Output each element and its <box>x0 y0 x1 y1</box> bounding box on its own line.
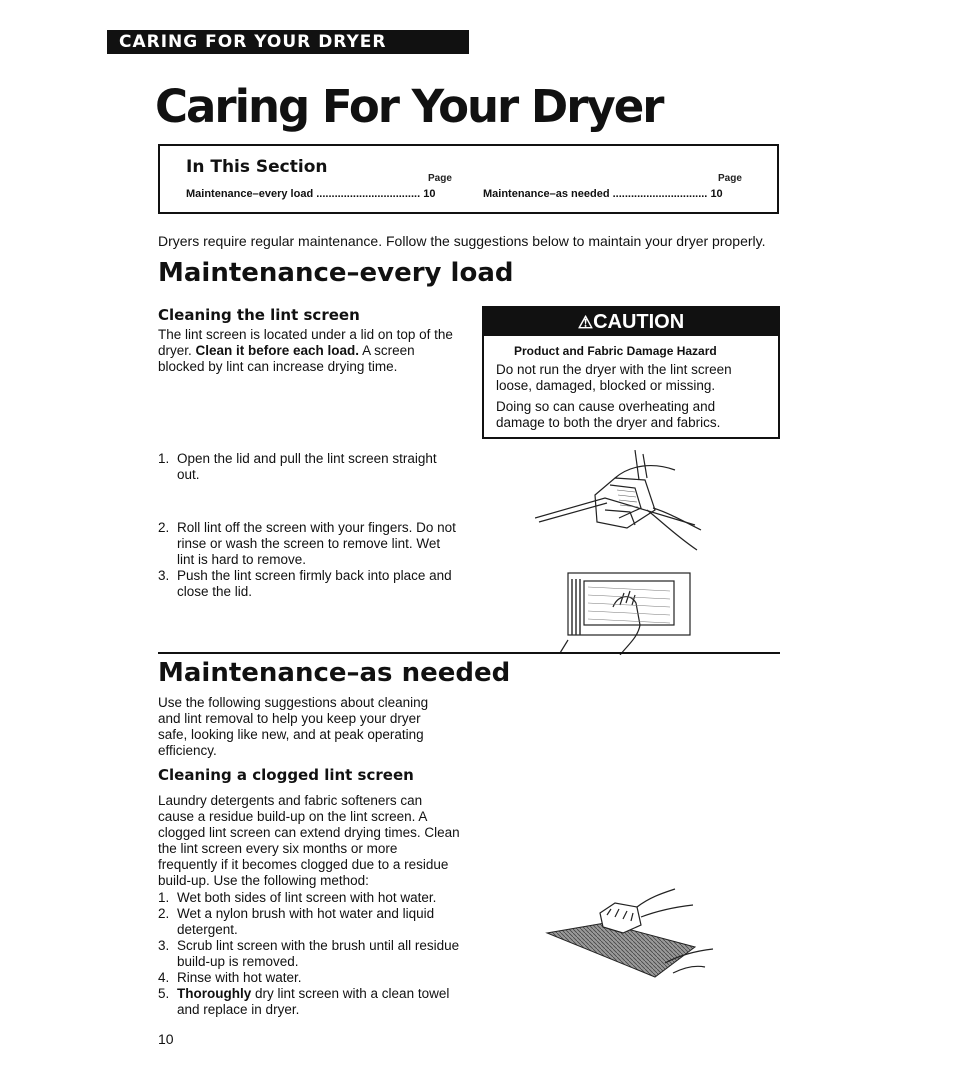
intro-text: Dryers require regular maintenance. Follow the suggestions below to maintain your dryer properly. <box>158 233 766 249</box>
list-item: 1. Wet both sides of lint screen with hot water. <box>158 890 437 905</box>
list-item: 2. Wet a nylon brush with hot water and liquid detergent. <box>158 906 435 937</box>
list-item: 1. Open the lid and pull the lint screen straight out. <box>158 451 437 482</box>
toc-heading: In This Section <box>186 157 328 177</box>
toc-entry-as-needed[interactable]: Maintenance–as needed ............................... 10 <box>483 188 723 200</box>
as-needed-steps <box>158 890 463 1018</box>
caution-line-2: Doing so can cause overheating and damage to both the dryer and fabrics. <box>496 399 721 430</box>
subheading-clogged-lint-screen: Cleaning a clogged lint screen <box>158 766 414 784</box>
heading-every-load: Maintenance–every load <box>158 258 514 288</box>
replace-lint-screen-illustration <box>558 565 698 655</box>
caution-banner: ⚠CAUTION <box>484 308 778 336</box>
scrub-lint-screen-illustration <box>545 885 715 985</box>
in-this-section-box <box>158 144 779 214</box>
warning-triangle-icon: ⚠ <box>577 313 594 332</box>
hazard-title: Product and Fabric Damage Hazard <box>514 344 717 358</box>
caution-box <box>482 306 780 439</box>
heading-as-needed: Maintenance–as needed <box>158 658 511 688</box>
page-number: 10 <box>158 1031 174 1047</box>
list-item: 2. Roll lint off the screen with your fingers. Do not rinse or wash the screen to remove lint. Wet lint is hard to remove. <box>158 520 456 567</box>
list-item: 5. Thoroughly dry lint screen with a clean towel and replace in dryer. <box>158 986 450 1017</box>
toc-entry-every-load[interactable]: Maintenance–every load .................................. 10 <box>186 188 436 200</box>
clogged-screen-paragraph: Laundry detergents and fabric softeners can cause a residue build-up on the lint screen. A clogged lint screen can extend drying times. Clean the lint screen every six months or more frequently if it becomes clogged due to a residue build-up. Use the following method: <box>158 793 460 888</box>
list-item: 3. Push the lint screen firmly back into place and close the lid. <box>158 568 452 599</box>
section-divider <box>158 652 780 654</box>
toc-page-label-left: Page <box>428 173 452 184</box>
subheading-cleaning-lint-screen: Cleaning the lint screen <box>158 306 360 324</box>
list-item: 3. Scrub lint screen with the brush until all residue build-up is removed. <box>158 938 460 969</box>
as-needed-intro: Use the following suggestions about cleaning and lint removal to help you keep your dryer safe, looking like new, and at peak operating efficiency. <box>158 695 429 758</box>
section-header-bar: CARING FOR YOUR DRYER <box>107 30 469 54</box>
page-title: Caring For Your Dryer <box>155 80 663 133</box>
caution-line-1: Do not run the dryer with the lint screen loose, damaged, blocked or missing. <box>496 362 732 393</box>
every-load-steps-continued <box>158 520 458 600</box>
toc-page-label-right: Page <box>718 173 742 184</box>
every-load-steps <box>158 451 458 483</box>
pull-lint-screen-illustration <box>535 450 705 555</box>
list-item: 4. Rinse with hot water. <box>158 970 302 985</box>
lint-screen-paragraph: The lint screen is located under a lid on top of the dryer. Clean it before each load. A screen blocked by lint can increase drying time. <box>158 327 453 374</box>
